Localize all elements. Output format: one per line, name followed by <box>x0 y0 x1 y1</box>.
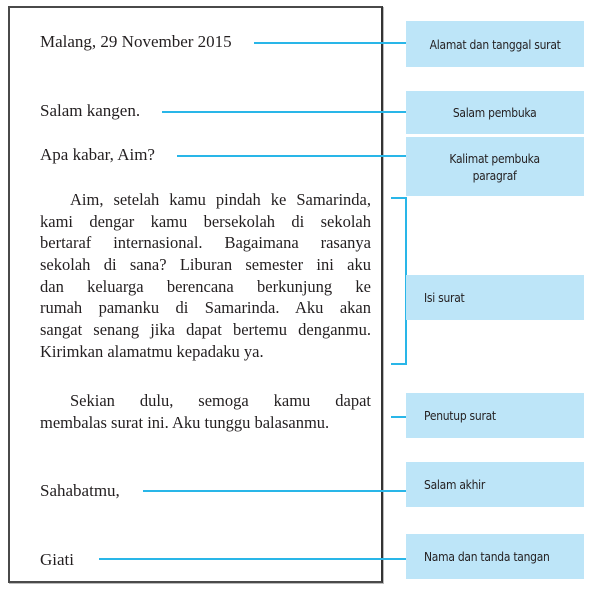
label-body <box>406 275 584 320</box>
connector-final-greeting <box>143 490 406 492</box>
label-final-greeting <box>406 462 584 507</box>
body-line: kami dengar kamu bersekolah di sekolah <box>40 211 371 231</box>
letter-signature: Giati <box>40 550 74 569</box>
body-line: sangat senang jika dapat bertemu denganmu. <box>40 320 371 340</box>
letter-greeting: Salam kangen. <box>40 101 141 120</box>
label-closing-text: Penutup surat <box>424 408 496 423</box>
letter-closing-paragraph <box>40 390 371 433</box>
closing-line: membalas surat ini. Aku tunggu balasanmu. <box>40 412 330 432</box>
label-greeting <box>406 91 584 134</box>
body-line: rumah pamanku di Samarinda. Aku akan <box>40 298 371 318</box>
label-signature-text: Nama dan tanda tangan <box>424 549 550 564</box>
bracket-body-bottom <box>391 363 407 365</box>
letter-final-greeting: Sahabatmu, <box>40 481 120 500</box>
connector-closing <box>391 416 406 418</box>
body-line: sekolah di sana? Liburan semester ini aku <box>40 255 371 275</box>
label-final-greeting-text: Salam akhir <box>424 477 486 492</box>
body-line: dan keluarga berencana berkunjung ke <box>40 276 371 296</box>
label-greeting-text: Salam pembuka <box>453 105 537 120</box>
body-line: bertaraf internasional. Bagaimana rasanya <box>40 233 371 253</box>
connector-greeting <box>162 111 406 113</box>
letter-body-paragraph <box>40 189 371 363</box>
connector-signature <box>99 558 406 560</box>
label-opening-sentence <box>406 137 584 196</box>
label-opening-line1: Kalimat pembuka <box>449 150 541 166</box>
label-place-date-text: Alamat dan tanggal surat <box>429 36 561 52</box>
closing-line: Sekian dulu, semoga kamu dapat <box>70 391 371 410</box>
label-place-date <box>406 21 584 67</box>
connector-place-date <box>254 42 406 44</box>
label-closing <box>406 393 584 438</box>
label-opening-line2: paragraf <box>473 167 517 183</box>
label-body-text: Isi surat <box>424 290 465 305</box>
letter-place-date: Malang, 29 November 2015 <box>40 32 232 51</box>
label-signature <box>406 534 584 579</box>
body-line: Kirimkan alamatmu kepadaku ya. <box>40 341 264 361</box>
connector-opening-sentence <box>177 155 406 157</box>
body-line: Aim, setelah kamu pindah ke Samarinda, <box>70 190 371 209</box>
letter-opening-sentence: Apa kabar, Aim? <box>40 145 155 164</box>
